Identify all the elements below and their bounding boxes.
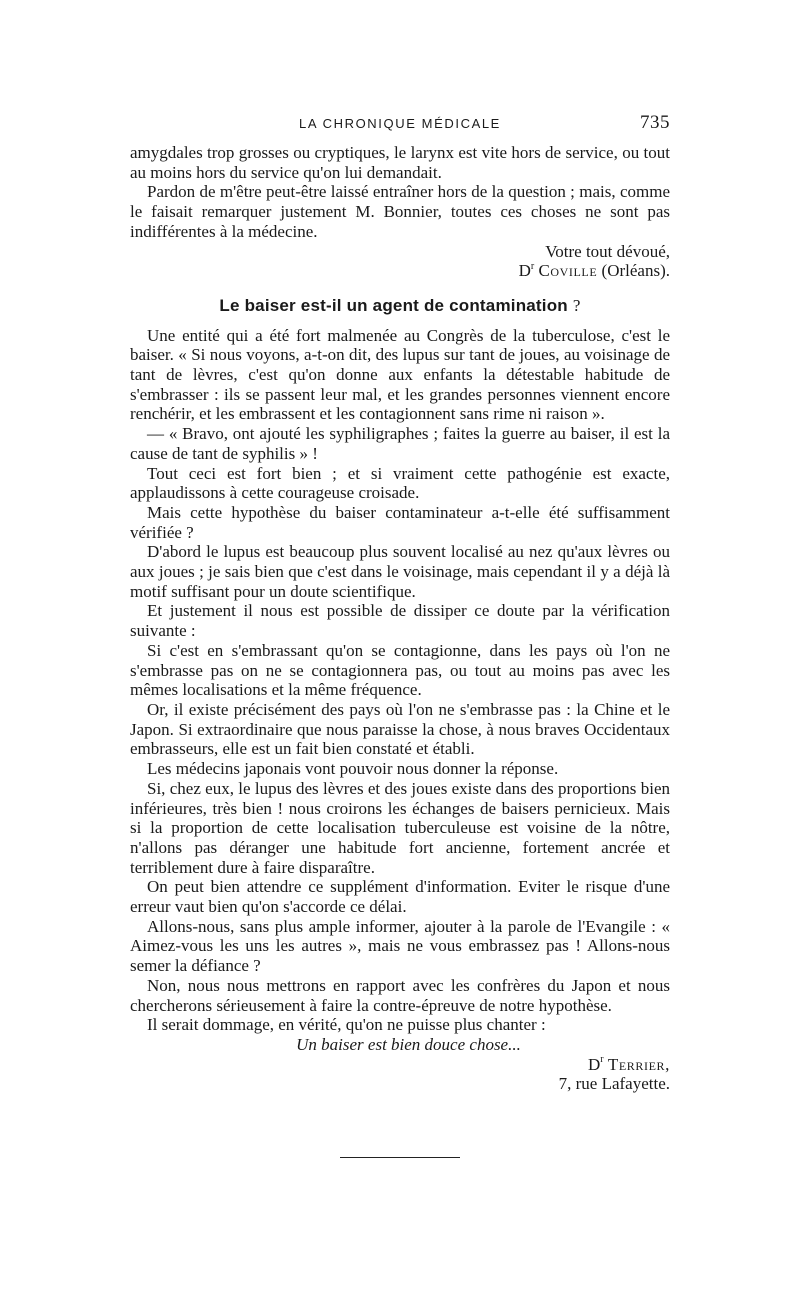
page-body: [130, 143, 670, 1094]
article-paragraph: Si, chez eux, le lupus des lèvres et des joues existe dans des proportions bien inférieures, très bien ! nous croirons les échanges de baisers pernicieux. Mais si la proportion de cette localisation tuberculeuse est voisine de la nôtre, n'allons pas déranger une habitude fort ancienne, fortement ancrée et terriblement dure à faire disparaître.: [130, 778, 670, 877]
article-paragraph: Et justement il nous est possible de dissiper ce doute par la vérification suivante :: [130, 601, 670, 641]
article-paragraph: D'abord le lupus est beaucoup plus souvent localisé au nez qu'aux lèvres ou aux joues ; je sais bien que c'est dans le voisinage, mais cependant il y a déjà là motif suffisant pour un doute scientifique.: [130, 542, 670, 601]
article-paragraph: Les médecins japonais vont pouvoir nous donner la réponse.: [147, 759, 559, 779]
letter-paragraph: amygdales trop grosses ou cryptiques, le larynx est vite hors de service, ou tout au moins hors du service qu'on lui demandait.: [130, 143, 670, 182]
article-paragraph: Allons-nous, sans plus ample informer, ajouter à la parole de l'Evangile : « Aimez-vous les uns les autres », mais ne vous embrassez pas ! Allons-nous semer la défiance ?: [130, 916, 670, 976]
article-paragraph: Or, il existe précisément des pays où l'on ne s'embrasse pas : la Chine et le Japon. Si extraordinaire que nous paraisse la chose, à nous braves Occidentaux embrasseurs, elle est un fait bien constaté et établi.: [130, 699, 670, 759]
signature-title: D: [518, 261, 531, 281]
letter-paragraph: Pardon de m'être peut-être laissé entraîner hors de la question ; mais, comme le faisait remarquer justement M. Bonnier, toutes ces choses ne sont pas indifférentes à la médecine.: [130, 182, 670, 241]
signature-title-sup: r: [600, 1053, 604, 1065]
article-title: [130, 296, 670, 316]
article-paragraph: Mais cette hypothèse du baiser contaminateur a-t-elle été suffisamment vérifiée ?: [130, 502, 670, 542]
article-paragraph: Il serait dommage, en vérité, qu'on ne puisse plus chanter :: [147, 1015, 546, 1035]
article-title-mark: ?: [572, 295, 581, 315]
article-paragraph: On peut bien attendre ce supplément d'information. Eviter le risque d'une erreur vaut bien qu'on s'accorde ce délai.: [130, 877, 670, 917]
closing-rule: [340, 1157, 460, 1158]
article-paragraph: Si c'est en s'embrassant qu'on se contagionne, dans les pays où l'on ne s'embrasse pas on ne se contagionnera pas, ou tout au moins pas avec les mêmes localisations et la même fréquence.: [130, 640, 670, 700]
running-header: [130, 114, 670, 138]
letter-closing: Votre tout dévoué,: [545, 241, 670, 261]
article-signature: [130, 1055, 670, 1075]
signature-address: 7, rue Lafayette.: [558, 1074, 670, 1094]
signature-title-sup: r: [530, 260, 535, 272]
running-title: LA CHRONIQUE MÉDICALE: [299, 116, 501, 131]
signature-name: Terrier,: [607, 1054, 670, 1074]
letter-signature: [130, 261, 670, 281]
article-paragraph: Non, nous nous mettrons en rapport avec les confrères du Japon et nous chercherons sérieusement à faire la contre-épreuve de notre hypothèse.: [130, 975, 670, 1015]
signature-location: (Orléans).: [601, 261, 670, 281]
signature-name: Coville: [538, 261, 598, 281]
article-paragraph: — « Bravo, ont ajouté les syphiligraphes ; faites la guerre au baiser, il est la cause de tant de syphilis » !: [130, 424, 670, 463]
signature-title: D: [588, 1054, 601, 1074]
article-quote: Un baiser est bien douce chose...: [296, 1034, 521, 1054]
article-title-text: Le baiser est-il un agent de contamination: [219, 295, 568, 315]
page-number: 735: [640, 112, 670, 133]
article-paragraph: Une entité qui a été fort malmenée au Congrès de la tuberculose, c'est le baiser. « Si nous voyons, a-t-on dit, des lupus sur tant de joues, au voisinage de tant de lèvres, c'est qu'on donne aux enfants la détestable habitude de s'embrasser : ils se passent leur mal, et les grandes personnes viennent encore renchérir, et les embrassent et les contagionnent sans rime ni raison ».: [130, 325, 670, 424]
article-paragraph: Tout ceci est fort bien ; et si vraiment cette pathogénie est exacte, applaudissons à cette courageuse croisade.: [130, 463, 670, 503]
